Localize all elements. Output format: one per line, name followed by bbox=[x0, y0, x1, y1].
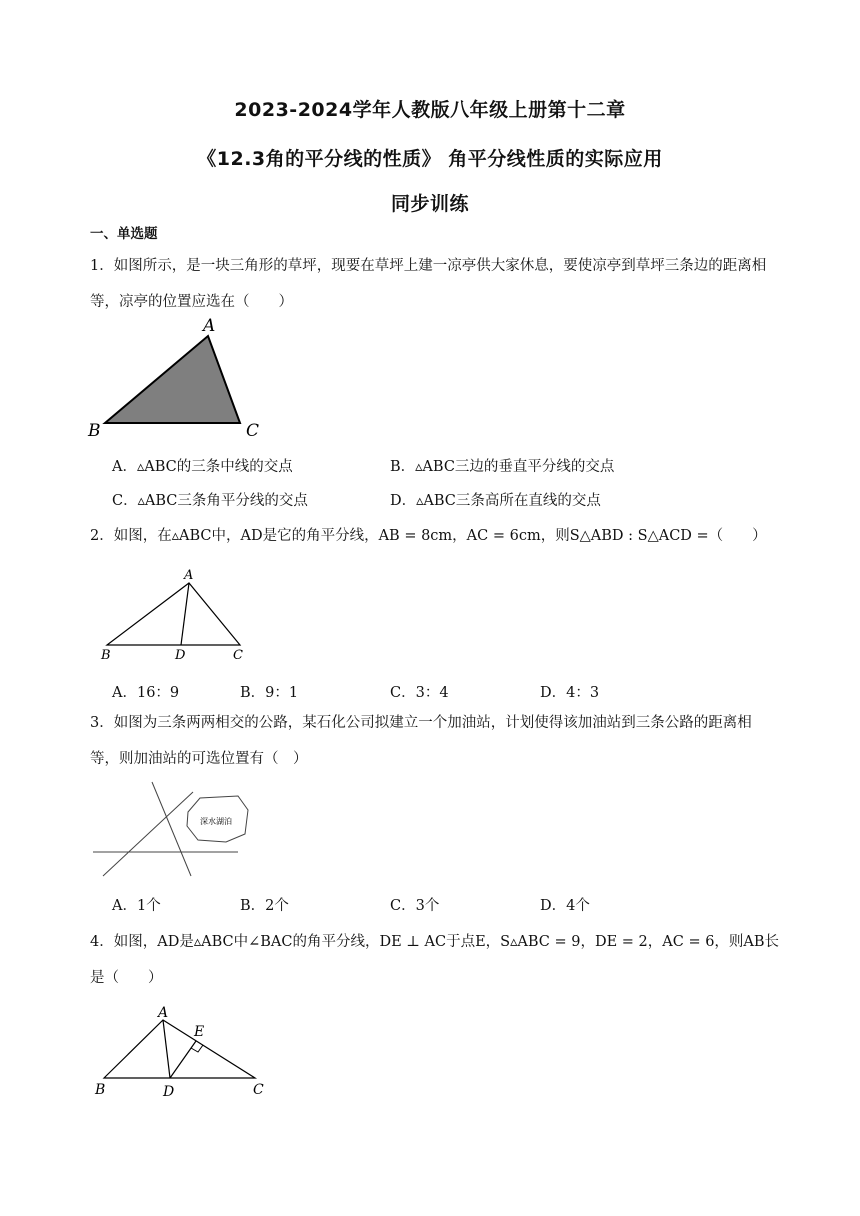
question-1-text: 1．如图所示，是一块三角形的草坪，现要在草坪上建一凉亭供大家休息，要使凉亭到草坪三条边的距离相等，凉亭的位置应选在（ ） bbox=[90, 258, 767, 310]
question-2-option-b[interactable]: B．9：1 bbox=[240, 685, 299, 701]
question-1-figure bbox=[80, 315, 280, 445]
question-1-option-d[interactable]: D．▵ABC三条高所在直线的交点 bbox=[390, 493, 601, 509]
question-3-option-d[interactable]: D．4个 bbox=[540, 898, 590, 914]
question-1-option-b[interactable]: B．▵ABC三边的垂直平分线的交点 bbox=[390, 459, 615, 475]
q2-label-c: C bbox=[233, 648, 243, 663]
question-2-text: 2．如图，在▵ABC中，AD是它的角平分线，AB = 8cm，AC = 6cm，则S△ABD : S△ACD =（ ） bbox=[90, 528, 767, 544]
q4-label-b: B bbox=[95, 1082, 106, 1098]
question-2-option-d[interactable]: D．4：3 bbox=[540, 685, 600, 701]
question-3-option-b[interactable]: B．2个 bbox=[240, 898, 289, 914]
q4-label-c: C bbox=[253, 1082, 264, 1098]
q4-label-a: A bbox=[158, 1005, 169, 1021]
question-2-option-c[interactable]: C．3：4 bbox=[390, 685, 449, 701]
q4-label-d: D bbox=[163, 1084, 175, 1100]
section-title: 一、单选题 bbox=[90, 226, 158, 242]
question-4-figure bbox=[90, 1005, 280, 1105]
title-line-3: 同步训练 bbox=[390, 193, 469, 215]
question-3-figure bbox=[88, 780, 268, 885]
question-1-option-c[interactable]: C．▵ABC三条角平分线的交点 bbox=[112, 493, 308, 509]
question-3-text: 3．如图为三条两两相交的公路，某石化公司拟建立一个加油站，计划使得该加油站到三条公路的距离相等，则加油站的可选位置有（ ） bbox=[90, 715, 752, 767]
lake-label: 深水湖泊 bbox=[200, 817, 232, 826]
question-4-text: 4．如图，AD是▵ABC中∠BAC的角平分线，DE ⊥ AC于点E，S▵ABC = 9，DE = 2，AC = 6，则AB长是（ ） bbox=[90, 934, 780, 986]
q1-label-c: C bbox=[246, 421, 260, 441]
q4-label-e: E bbox=[194, 1024, 205, 1040]
question-3-option-a[interactable]: A．1个 bbox=[112, 898, 161, 914]
question-3-option-c[interactable]: C．3个 bbox=[390, 898, 440, 914]
q2-label-b: B bbox=[101, 648, 111, 663]
question-1-option-a[interactable]: A．▵ABC的三条中线的交点 bbox=[112, 459, 293, 475]
q2-label-a: A bbox=[184, 568, 194, 583]
q2-label-d: D bbox=[175, 648, 186, 663]
q1-label-b: B bbox=[88, 421, 101, 441]
title-line-2: 《12.3角的平分线的性质》 角平分线性质的实际应用 bbox=[197, 148, 663, 170]
question-2-figure bbox=[95, 565, 265, 665]
q1-label-a: A bbox=[203, 316, 216, 336]
question-2-option-a[interactable]: A．16：9 bbox=[112, 685, 180, 701]
title-line-1: 2023-2024学年人教版八年级上册第十二章 bbox=[234, 99, 626, 121]
